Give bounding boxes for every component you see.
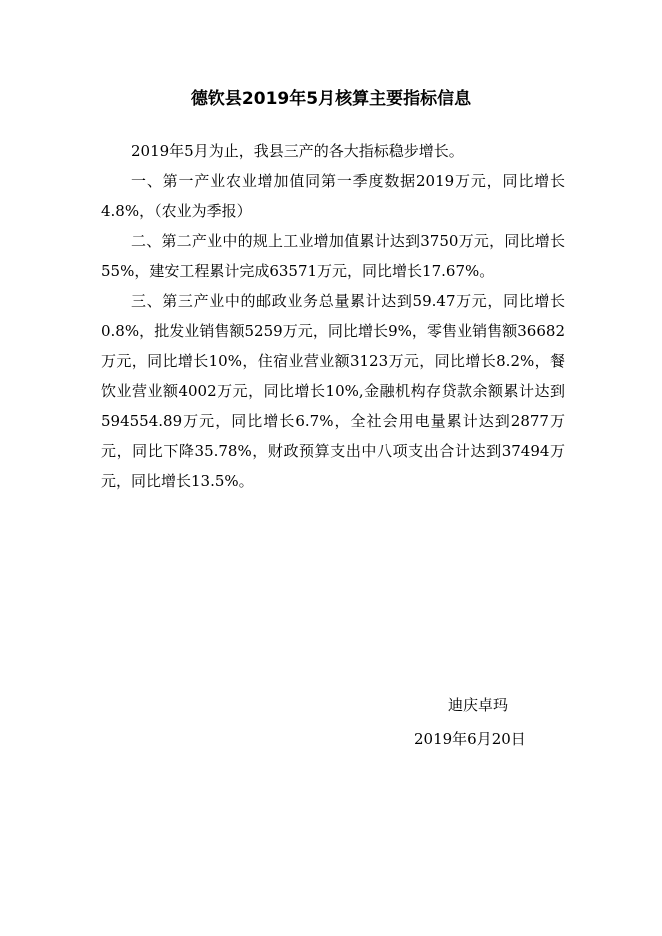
signature-date: 2019年6月20日 xyxy=(414,730,526,748)
document-title: 德钦县2019年5月核算主要指标信息 xyxy=(190,89,472,109)
paragraph-secondary-industry: 二、第二产业中的规上工业增加值累计达到3750万元，同比增长55%，建安工程累计完成63571万元，同比增长17.67%。 xyxy=(101,232,565,280)
paragraph-primary-industry: 一、第一产业农业增加值同第一季度数据2019万元，同比增长4.8%，（农业为季报） xyxy=(101,172,565,220)
signature-name: 迪庆卓玛 xyxy=(448,696,509,714)
paragraph-intro: 2019年5月为止，我县三产的各大指标稳步增长。 xyxy=(131,142,464,160)
document-body xyxy=(101,136,565,496)
paragraph-tertiary-industry: 三、第三产业中的邮政业务总量累计达到59.47万元，同比增长0.8%，批发业销售额5259万元，同比增长9%，零售业销售额36682万元，同比增长10%，住宿业营业额3123万元，同比增长8.2%，餐饮业营业额4002万元，同比增长10%,金融机构存贷款余额累计达到594554.89万元，同比增长6.7%，全社会用电量累计达到2877万元，同比下降35.78%，财政预算支出中八项支出合计达到37494万元，同比增长13.5%。 xyxy=(101,292,565,490)
